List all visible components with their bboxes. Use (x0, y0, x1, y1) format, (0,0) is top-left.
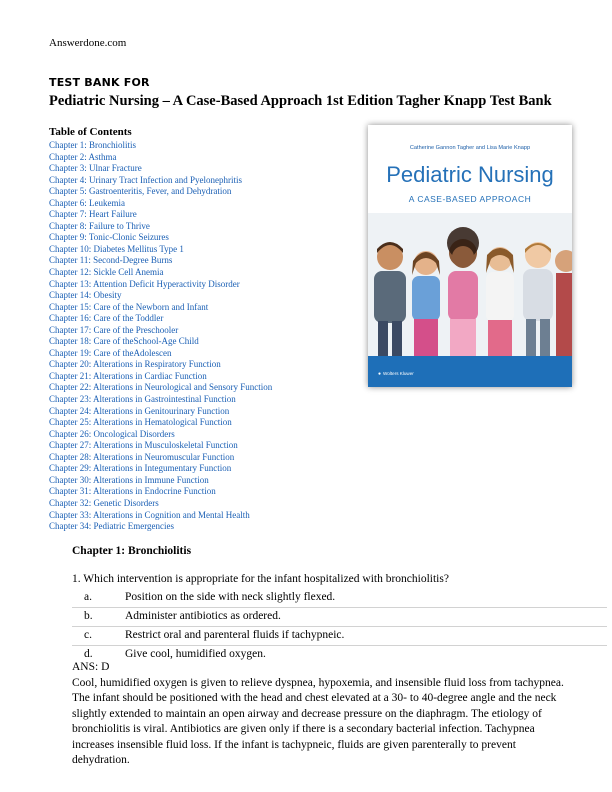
toc-link[interactable]: Chapter 26: Oncological Disorders (49, 428, 175, 439)
toc-link[interactable]: Chapter 21: Alterations in Cardiac Function (49, 370, 207, 381)
toc-link[interactable]: Chapter 12: Sickle Cell Anemia (49, 267, 164, 278)
toc-link[interactable]: Chapter 4: Urinary Tract Infection and Pyelonephritis (49, 174, 242, 185)
cover-authors: Catherine Gannon Tagher and Lisa Marie Knapp (409, 145, 531, 151)
toc-link[interactable]: Chapter 2: Asthma (49, 151, 117, 162)
answer-option (72, 627, 607, 646)
option-letter: c. (84, 629, 92, 641)
answer-option (72, 589, 607, 608)
toc-link[interactable]: Chapter 31: Alterations in Endocrine Function (49, 486, 216, 497)
toc-link[interactable]: Chapter 19: Care of theAdolescen (49, 347, 172, 358)
option-letter: a. (84, 591, 92, 603)
toc-link[interactable]: Chapter 32: Genetic Disorders (49, 497, 159, 508)
toc-link[interactable]: Chapter 13: Attention Deficit Hyperactivity Disorder (49, 278, 240, 289)
answer-key: ANS: D (72, 661, 110, 673)
toc-link[interactable]: Chapter 15: Care of the Newborn and Infant (49, 301, 209, 312)
answer-option (72, 608, 607, 627)
toc-link[interactable]: Chapter 11: Second-Degree Burns (49, 255, 173, 266)
toc-link[interactable]: Chapter 16: Care of the Toddler (49, 313, 164, 324)
site-name: Answerdone.com (49, 37, 127, 49)
document-title: Pediatric Nursing – A Case-Based Approach 1st Edition Tagher Knapp Test Bank (49, 93, 552, 109)
toc-link[interactable]: Chapter 3: Ulnar Fracture (49, 163, 142, 174)
rationale-text: Cool, humidified oxygen is given to relieve dyspnea, hypoxemia, and insensible fluid loss from tachypnea. The infant should be positioned with the head and chest elevated at a 30- to 40-degree angle and the neck slightly extended to maintain an open airway and decrease pressure on the diaphragm. The etiology of bronchiolitis is viral. Antibiotics are given only if there is a secondary bacterial infection. Tachypnea increases insensible fluid loss. If the infant is tachypneic, fluids are given parenterally to prevent dehydration. (72, 677, 564, 767)
toc-link[interactable]: Chapter 14: Obesity (49, 290, 122, 301)
toc-link[interactable]: Chapter 20: Alterations in Respiratory Function (49, 359, 221, 370)
toc-link[interactable]: Chapter 1: Bronchiolitis (49, 140, 136, 150)
toc-link[interactable]: Chapter 9: Tonic-Clonic Seizures (49, 232, 169, 243)
toc-link[interactable]: Chapter 28: Alterations in Neuromuscular Function (49, 451, 235, 462)
option-text: Restrict oral and parenteral fluids if tachypneic. (125, 629, 345, 641)
toc-link[interactable]: Chapter 34: Pediatric Emergencies (49, 521, 175, 532)
toc-link[interactable]: Chapter 25: Alterations in Hematological Function (49, 417, 232, 428)
answer-option (72, 646, 607, 664)
toc-link[interactable]: Chapter 24: Alterations in Genitourinary Function (49, 405, 230, 416)
children-photo (368, 213, 572, 358)
toc-link[interactable]: Chapter 29: Alterations in Integumentary Function (49, 463, 232, 474)
toc-link[interactable]: Chapter 8: Failure to Thrive (49, 220, 150, 231)
toc-link[interactable]: Chapter 22: Alterations in Neurological and Sensory Function (49, 382, 273, 393)
toc-link[interactable]: Chapter 10: Diabetes Mellitus Type 1 (49, 243, 184, 254)
test-bank-label: TEST BANK FOR (49, 76, 150, 89)
toc-link[interactable]: Chapter 30: Alterations in Immune Function (49, 474, 209, 485)
toc-heading: Table of Contents (49, 126, 132, 138)
toc-link[interactable]: Chapter 5: Gastroenteritis, Fever, and Dehydration (49, 186, 232, 197)
option-letter: b. (84, 610, 93, 622)
toc-link[interactable]: Chapter 6: Leukemia (49, 197, 125, 208)
option-text: Administer antibiotics as ordered. (125, 610, 281, 622)
toc-link[interactable]: Chapter 18: Care of theSchool-Age Child (49, 336, 199, 347)
book-cover (368, 125, 572, 387)
question-text: 1. Which intervention is appropriate for the infant hospitalized with bronchiolitis? (72, 573, 449, 585)
chapter-heading: Chapter 1: Bronchiolitis (72, 545, 192, 557)
cover-subtitle: A CASE-BASED APPROACH (408, 194, 532, 204)
cover-title: Pediatric Nursing (386, 162, 554, 187)
option-text: Position on the side with neck slightly flexed. (125, 591, 336, 603)
toc-link[interactable]: Chapter 23: Alterations in Gastrointestinal Function (49, 394, 236, 405)
option-text: Give cool, humidified oxygen. (125, 648, 266, 660)
option-letter: d. (84, 648, 93, 660)
toc-link[interactable]: Chapter 27: Alterations in Musculoskeletal Function (49, 440, 238, 451)
toc-link[interactable]: Chapter 17: Care of the Preschooler (49, 324, 179, 335)
publisher-logo: ● Wolters Kluwer (378, 371, 414, 377)
toc-link[interactable]: Chapter 33: Alterations in Cognition and Mental Health (49, 509, 250, 520)
toc-link[interactable]: Chapter 7: Heart Failure (49, 209, 137, 220)
table-of-contents (49, 140, 272, 533)
